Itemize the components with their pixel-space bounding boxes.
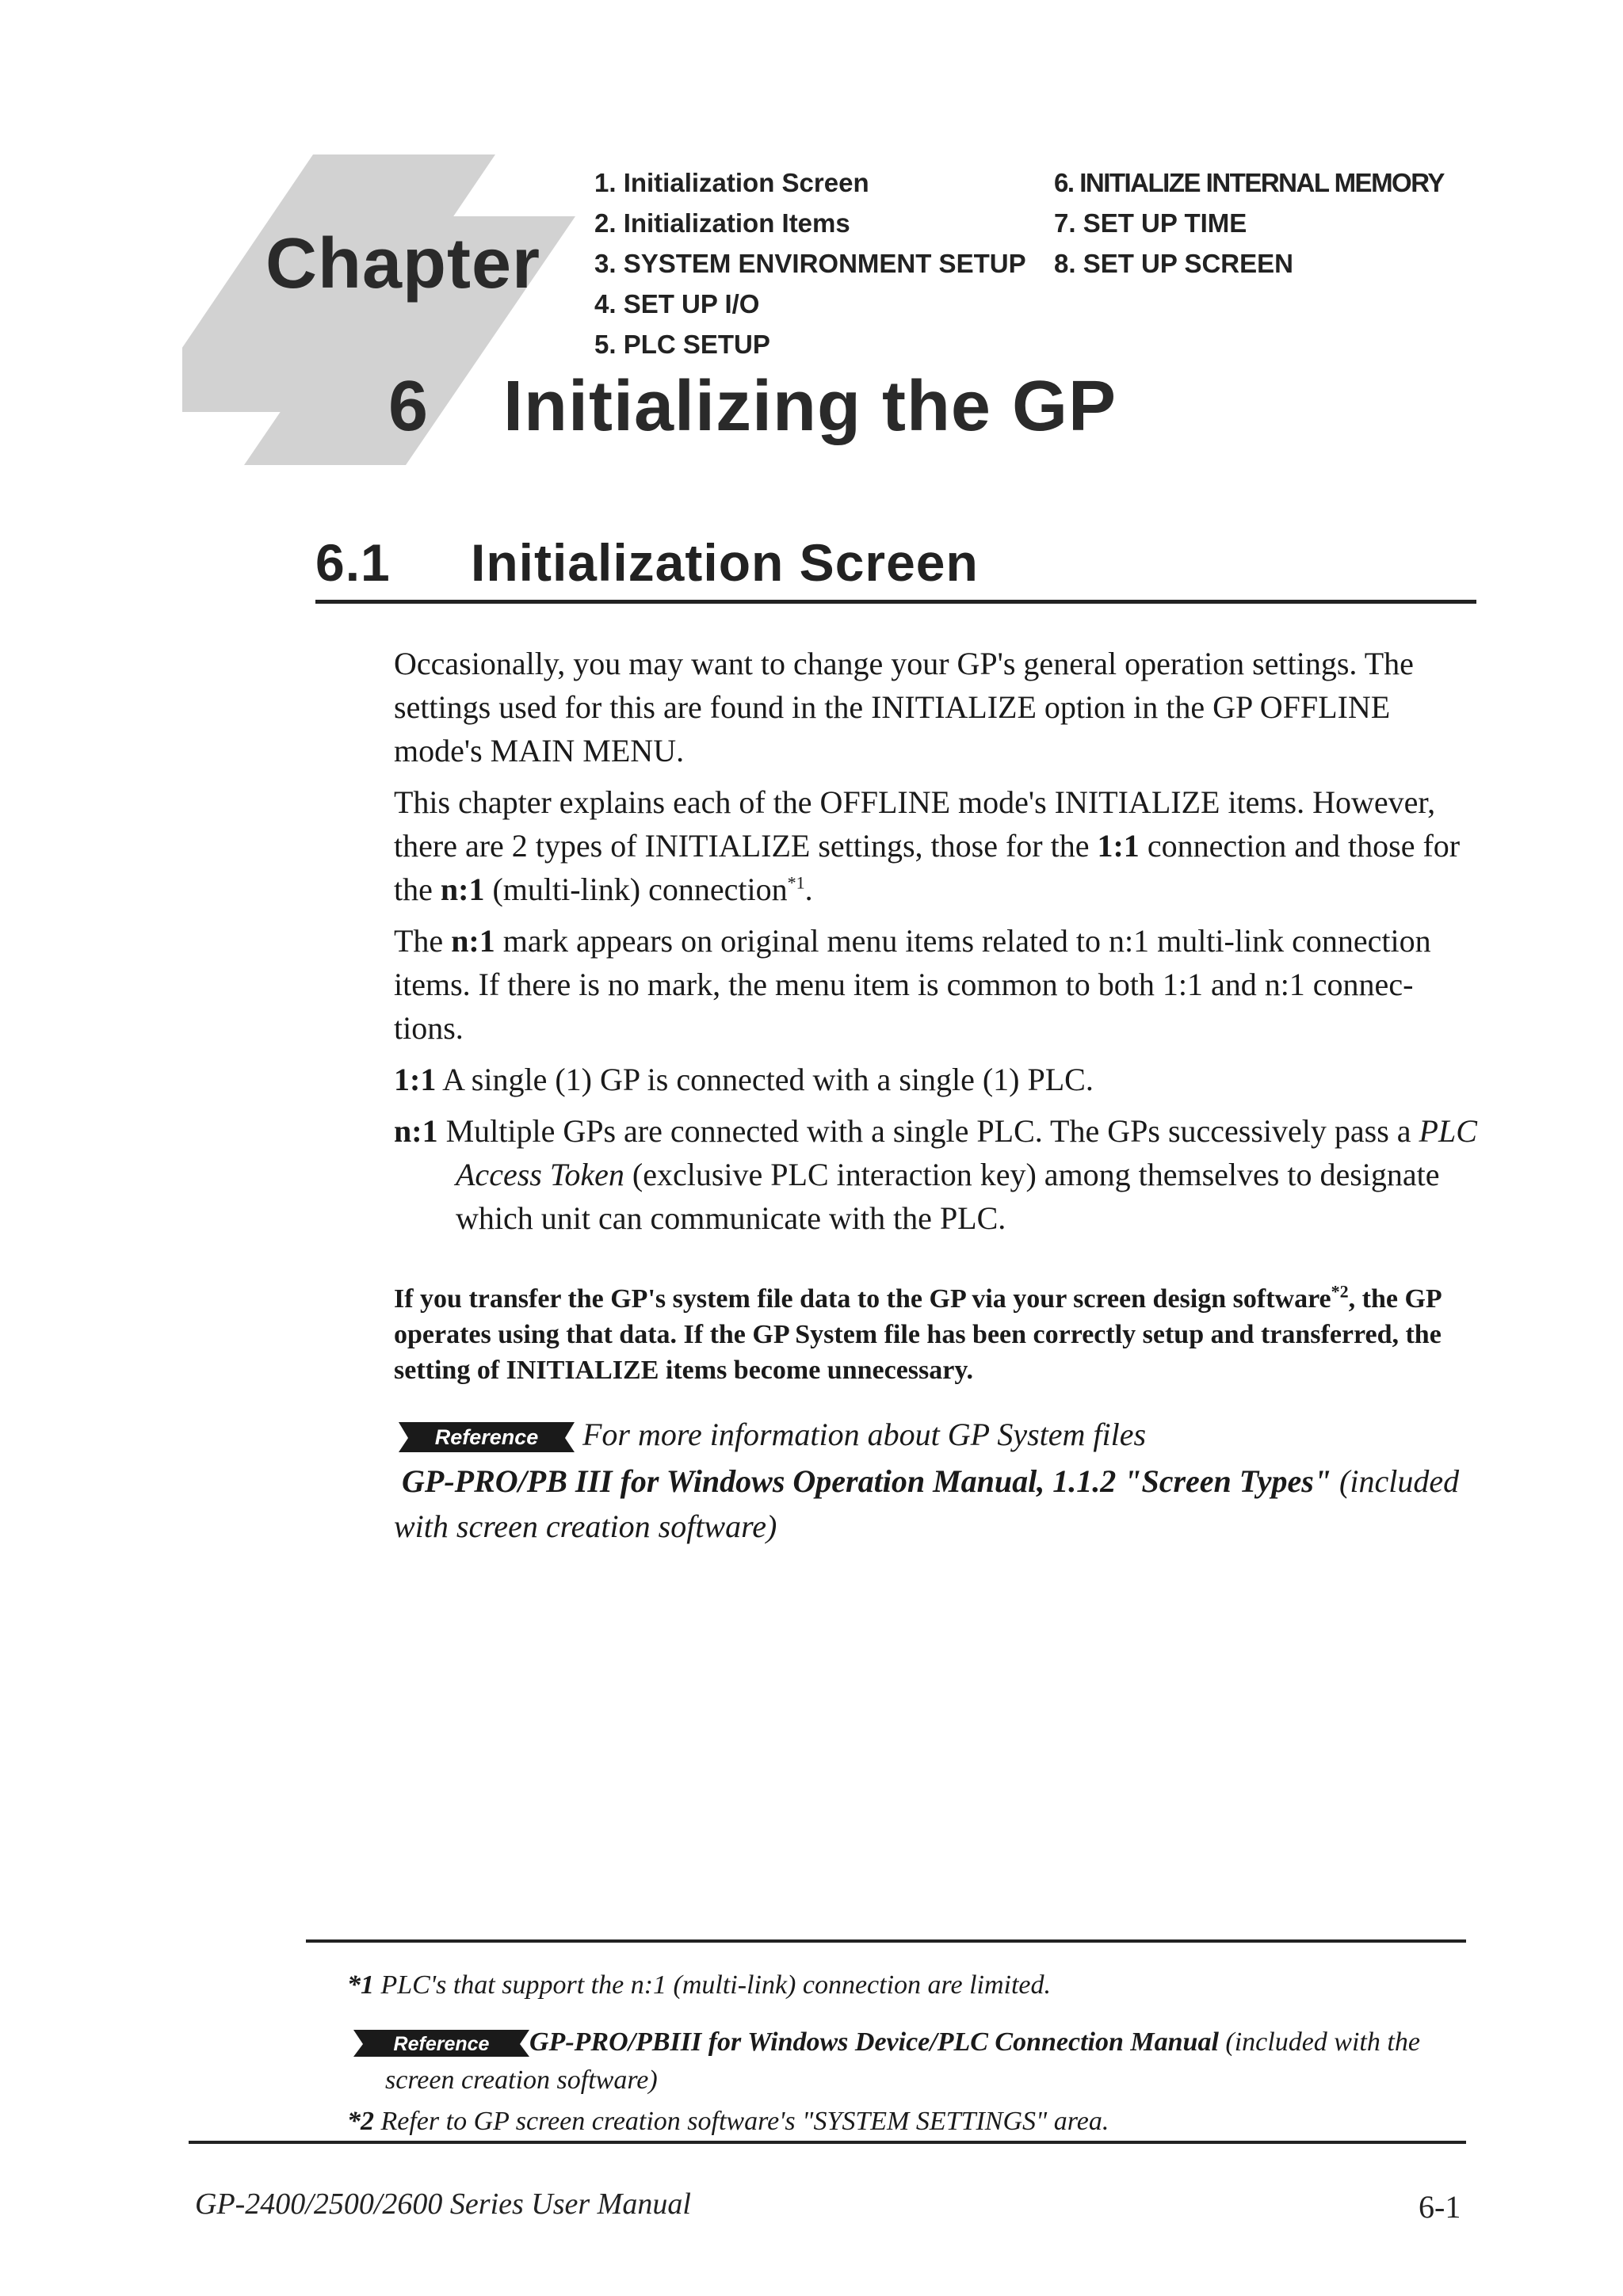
chapter-toc-left [594, 162, 1026, 364]
section-heading [315, 532, 979, 593]
chapter-label: Chapter [265, 224, 541, 303]
section-title: Initialization Screen [471, 533, 979, 592]
paragraph-types: This chapter explains each of the OFFLINE mode's INITIALIZE items. However, there are 2 types of INITIALIZE settings, those for the 1:1 connection and those for the n:1 (multi-link) connection$^{*1}$. [394, 784, 1461, 907]
reference-line-1: Reference For more information about GP System files [394, 1412, 1480, 1457]
reference-block [394, 1412, 1480, 1549]
footer-rule [189, 2141, 1466, 2144]
toc-item[interactable]: 6. INITIALIZE INTERNAL MEMORY [1054, 168, 1444, 197]
definition-nto1: n:1 Multiple GPs are connected with a single PLC. The GPs successively pass a PLC Access Token (exclusive PLC interaction key) among themselves to designate which unit can communicate with the PLC. [394, 1113, 1477, 1236]
toc-item[interactable]: 5. PLC SETUP [594, 330, 770, 359]
footnote-manual-title[interactable]: GP-PRO/PBIII for Windows Device/PLC Connection Manual [529, 2027, 1219, 2057]
section-number: 6.1 [315, 533, 391, 592]
toc-item[interactable]: 4. SET UP I/O [594, 289, 760, 318]
toc-item[interactable]: 8. SET UP SCREEN [1054, 249, 1293, 278]
toc-item[interactable]: 3. SYSTEM ENVIRONMENT SETUP [594, 249, 1026, 278]
definition-1to1: 1:1 A single (1) GP is connected with a single (1) PLC. [394, 1062, 1094, 1097]
toc-item[interactable]: 7. SET UP TIME [1054, 208, 1247, 238]
footnote-reference: Reference GP-PRO/PBIII for Windows Device/PLC Connection Manual (included with the screen creation software) [353, 2023, 1495, 2100]
reference-line-2: GP-PRO/PB III for Windows Operation Manual, 1.1.2 "Screen Types" (included with screen creation software) [394, 1463, 1460, 1544]
page-number: 6-1 [1419, 2189, 1461, 2225]
toc-item[interactable]: 1. Initialization Screen [594, 168, 869, 197]
toc-item[interactable]: 2. Initialization Items [594, 208, 850, 238]
footnote-1: *1 PLC's that support the n:1 (multi-link) connection are limited. [347, 1970, 1052, 2000]
chapter-title: Initializing the GP [503, 367, 1117, 446]
reference-badge [353, 2030, 529, 2058]
reference-badge-label: Reference [393, 2033, 490, 2056]
section-rule [315, 600, 1476, 604]
chapter-number: 6 [388, 367, 429, 446]
chapter-toc-right [1054, 162, 1444, 284]
footnote-2: *2 Refer to GP screen creation software's "SYSTEM SETTINGS" area. [347, 2107, 1109, 2136]
footnote-rule [306, 1939, 1466, 1943]
manual-title: GP-2400/2500/2600 Series User Manual [195, 2187, 691, 2221]
paragraph-intro: Occasionally, you may want to change your GP's general operation settings. The settings used for this are found in the INITIALIZE option in the GP OFFLINE mode's MAIN MENU. [394, 646, 1414, 769]
reference-badge [399, 1422, 575, 1454]
transfer-notice: If you transfer the GP's system file data to the GP via your screen design software$^{*2}$, the GP operates using that data. If the GP System file has been correctly setup and transferred, the setting of INITIALIZE items become unnecessary. [394, 1281, 1442, 1385]
reference-manual-title[interactable]: GP-PRO/PB III for Windows Operation Manual, 1.1.2 "Screen Types" [402, 1463, 1332, 1499]
body-text [394, 642, 1480, 1240]
paragraph-mark: The n:1 mark appears on original menu items related to n:1 multi-link connection items. If there is no mark, the menu item is common to both 1:1 and n:1 connec-tions. [394, 923, 1431, 1046]
reference-badge-label: Reference [434, 1425, 539, 1449]
